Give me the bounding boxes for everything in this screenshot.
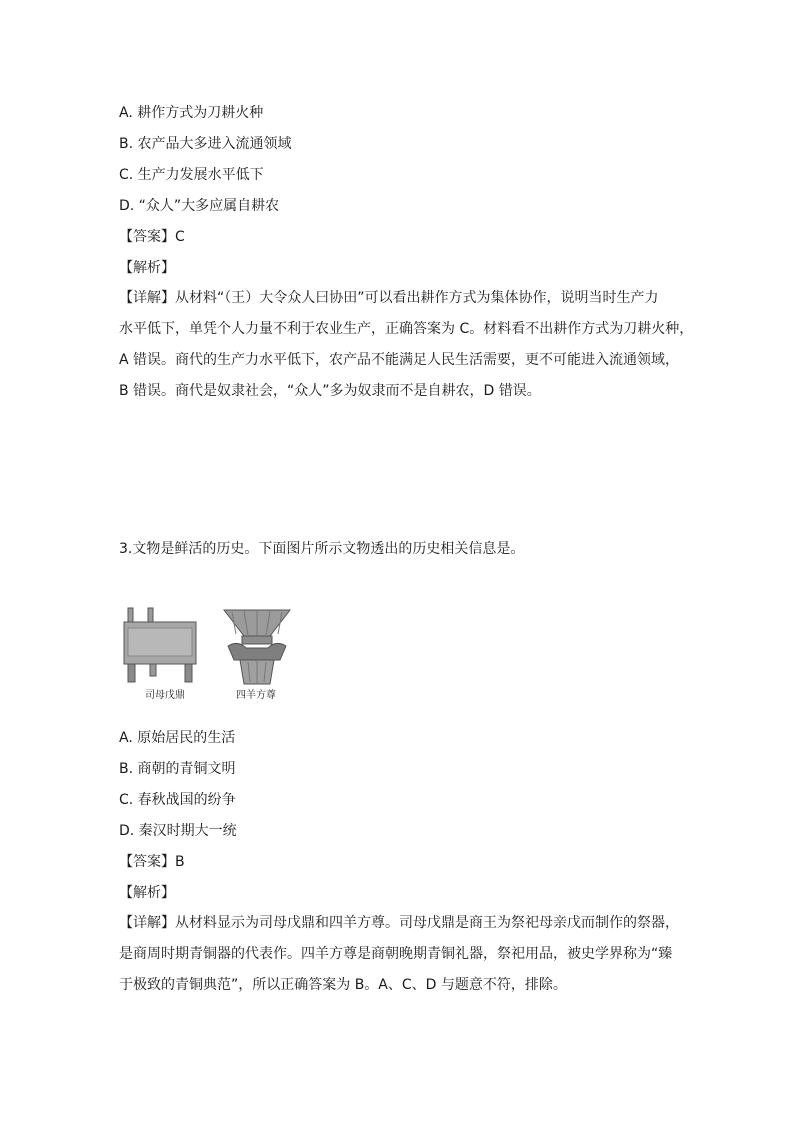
q2-analysis-label: 【解析】	[119, 260, 175, 276]
q2-option-d: D. “众人”大多应属自耕农	[119, 198, 280, 214]
q3-answer: 【答案】B	[119, 854, 185, 870]
q3-detail	[119, 908, 679, 1001]
q2-option-c: C. 生产力发展水平低下	[119, 167, 264, 183]
q2-detail-line: 【详解】从材料“（王）大令众人曰协田”可以看出耕作方式为集体协作，说明当时生产力	[119, 290, 659, 306]
q3-detail-line: 是商周时期青铜器的代表作。四羊方尊是商朝晚期青铜礼器，祭祀用品，被史学界称为“臻	[119, 946, 673, 962]
q3-option-c: C. 春秋战国的纷争	[119, 792, 236, 808]
caption-simuwu-ding: 司母戊鼎	[145, 690, 185, 701]
q3-question: 3.文物是鲜活的历史。下面图片所示文物透出的历史相关信息是。	[119, 541, 525, 557]
artifact-figure	[120, 606, 300, 706]
q2-answer: 【答案】C	[119, 229, 185, 245]
caption-four-ram-zun: 四羊方尊	[236, 690, 276, 701]
q2-detail-line: A 错误。商代的生产力水平低下，农产品不能满足人民生活需要，更不可能进入流通领域，	[119, 352, 680, 368]
q3-detail-line: 【详解】从材料显示为司母戊鼎和四羊方尊。司母戊鼎是商王为祭祀母亲戊而制作的祭器，	[119, 915, 679, 931]
q3-option-a: A. 原始居民的生活	[119, 730, 236, 746]
q3-option-d: D. 秦汉时期大一统	[119, 823, 237, 839]
four-ram-zun-image	[224, 610, 290, 684]
simuwu-ding-image	[124, 608, 196, 682]
q3-analysis-label: 【解析】	[119, 885, 175, 901]
q3-option-b: B. 商朝的青铜文明	[119, 761, 236, 777]
q2-detail	[119, 283, 694, 407]
q3-detail-line: 于极致的青铜典范”，所以正确答案为 B。A、C、D 与题意不符，排除。	[119, 977, 567, 993]
bronze-artifacts-image	[120, 606, 300, 686]
q2-detail-line: 水平低下，单凭个人力量不利于农业生产，正确答案为 C。材料看不出耕作方式为刀耕火种，	[119, 321, 694, 337]
q2-detail-line: B 错误。商代是奴隶社会，“众人”多为奴隶而不是自耕农，D 错误。	[119, 383, 541, 399]
q2-option-b: B. 农产品大多进入流通领域	[119, 136, 292, 152]
q2-option-a: A. 耕作方式为刀耕火种	[119, 105, 264, 121]
